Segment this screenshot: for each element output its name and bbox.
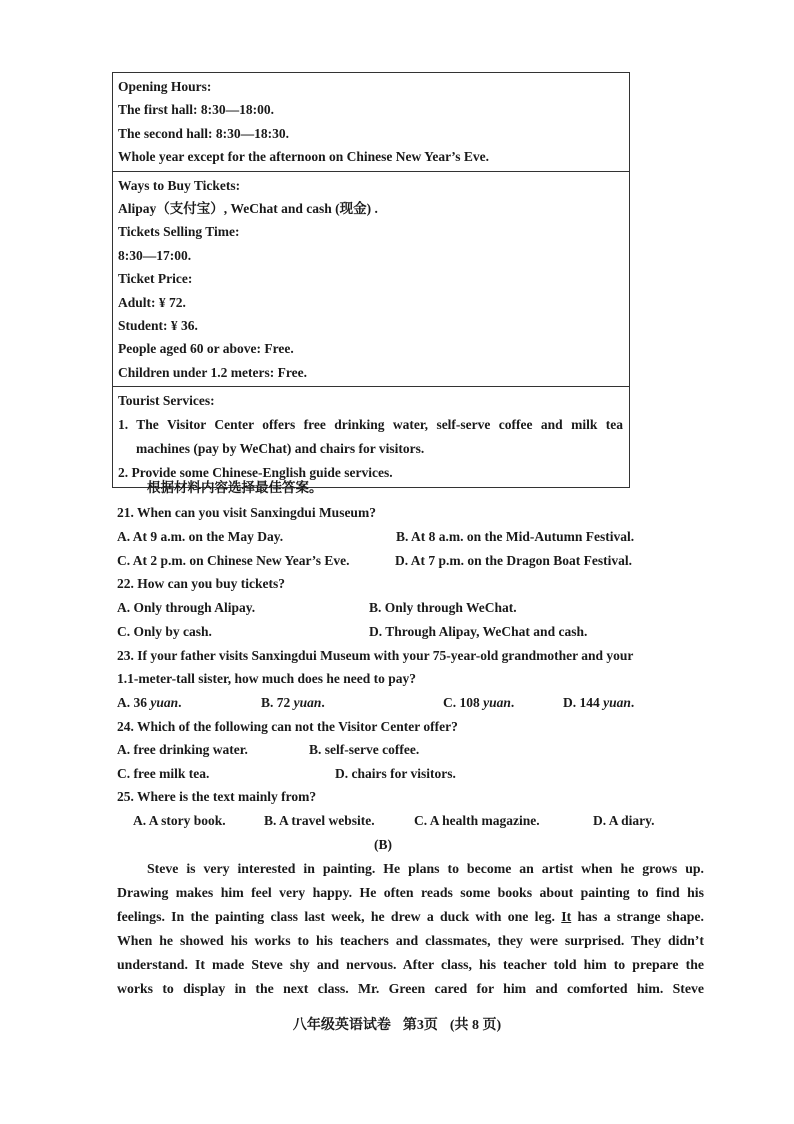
opening-hours-heading: Opening Hours: [118,79,212,94]
service-item-1-cont: machines (pay by WeChat) and chairs for visitors. [136,441,425,457]
q22-option-a: A. Only through Alipay. [117,600,256,615]
q24-option-d: D. chairs for visitors. [335,766,456,781]
question-21: 21. When can you visit Sanxingdui Museum? [117,505,376,520]
question-25: 25. Where is the text mainly from? [117,789,317,804]
yearly-note: Whole year except for the afternoon on Chinese New Year’s Eve. [118,149,490,165]
passage-line: Drawing makes him feel very happy. He often reads some books about painting to find his [117,885,704,900]
tickets-section [113,171,629,387]
q25-option-a: A. A story book. [133,813,226,828]
ticket-price-label: Ticket Price: [118,271,193,287]
service-item-2: 2. Provide some Chinese-English guide services. [118,465,393,481]
selling-time-label: Tickets Selling Time: [118,224,240,240]
services-heading: Tourist Services: [118,393,215,409]
price-adult: Adult: ¥ 72. [118,294,186,310]
service-item-1: 1. The Visitor Center offers free drinking water, self-serve coffee and milk tea [118,417,623,433]
exam-title: 八年级英语试卷 [292,1018,391,1033]
q21-option-c: C. At 2 p.m. on Chinese New Year’s Eve. [117,553,350,568]
q23-option-d: D. 144 yuan. [563,695,635,710]
passage-line: works to display in the next class. Mr. Green cared for him and comforted him. Steve [117,981,704,996]
q23-option-a: A. 36 yuan. [117,695,182,710]
price-senior: People aged 60 or above: Free. [118,341,294,357]
passage-b [117,857,704,1001]
q21-option-a: A. At 9 a.m. on the May Day. [117,529,284,544]
q25-option-d: D. A diary. [593,813,655,828]
selling-time-value: 8:30—17:00. [118,247,192,263]
instruction: 根据材料内容选择最佳答案。 [147,480,323,495]
q21-option-d: D. At 7 p.m. on the Dragon Boat Festival. [395,553,632,568]
services-section [113,386,629,487]
q25-option-c: C. A health magazine. [414,813,540,828]
q24-option-c: C. free milk tea. [117,766,210,781]
page-number: 第3页 [402,1018,438,1033]
tickets-heading: Ways to Buy Tickets: [118,177,241,193]
passage-title: (B) [374,837,392,852]
page-footer [0,1015,794,1037]
q24-option-a: A. free drinking water. [117,742,248,757]
question-22: 22. How can you buy tickets? [117,576,286,591]
question-24: 24. Which of the following can not the Visitor Center offer? [117,719,458,734]
passage-line: understand. It made Steve shy and nervous. After class, his teacher told him to prepare the [117,957,704,972]
underlined-word: It [561,909,572,924]
question-23: 23. If your father visits Sanxingdui Museum with your 75-year-old grandmother and your [117,648,634,663]
q22-option-b: B. Only through WeChat. [369,600,517,615]
q25-option-b: B. A travel website. [264,813,375,828]
first-hall-hours: The first hall: 8:30—18:00. [118,102,274,118]
q22-option-d: D. Through Alipay, WeChat and cash. [369,624,588,639]
passage-line: When he showed his works to his teachers and classmates, they were surprised. They didn’t [117,933,704,948]
q24-option-b: B. self-serve coffee. [309,742,420,757]
q21-option-b: B. At 8 a.m. on the Mid-Autumn Festival. [396,529,635,544]
price-children: Children under 1.2 meters: Free. [118,364,307,380]
price-student: Student: ¥ 36. [118,317,198,333]
passage-line: Steve is very interested in painting. He plans to become an artist when he grows up. [147,861,704,876]
question-23-cont: 1.1-meter-tall sister, how much does he need to pay? [117,671,416,686]
info-table [112,72,630,488]
payment-methods: Alipay（支付宝）, WeChat and cash (现金) . [118,200,378,216]
passage-line: feelings. In the painting class last week, he drew a duck with one leg. It has a strange shape. [117,909,704,924]
q23-option-b: B. 72 yuan. [261,695,325,710]
second-hall-hours: The second hall: 8:30—18:30. [118,125,290,141]
page-total: (共 8 页) [449,1018,502,1033]
q22-option-c: C. Only by cash. [117,624,212,639]
q23-option-c: C. 108 yuan. [443,695,515,710]
opening-hours-section [113,73,629,171]
